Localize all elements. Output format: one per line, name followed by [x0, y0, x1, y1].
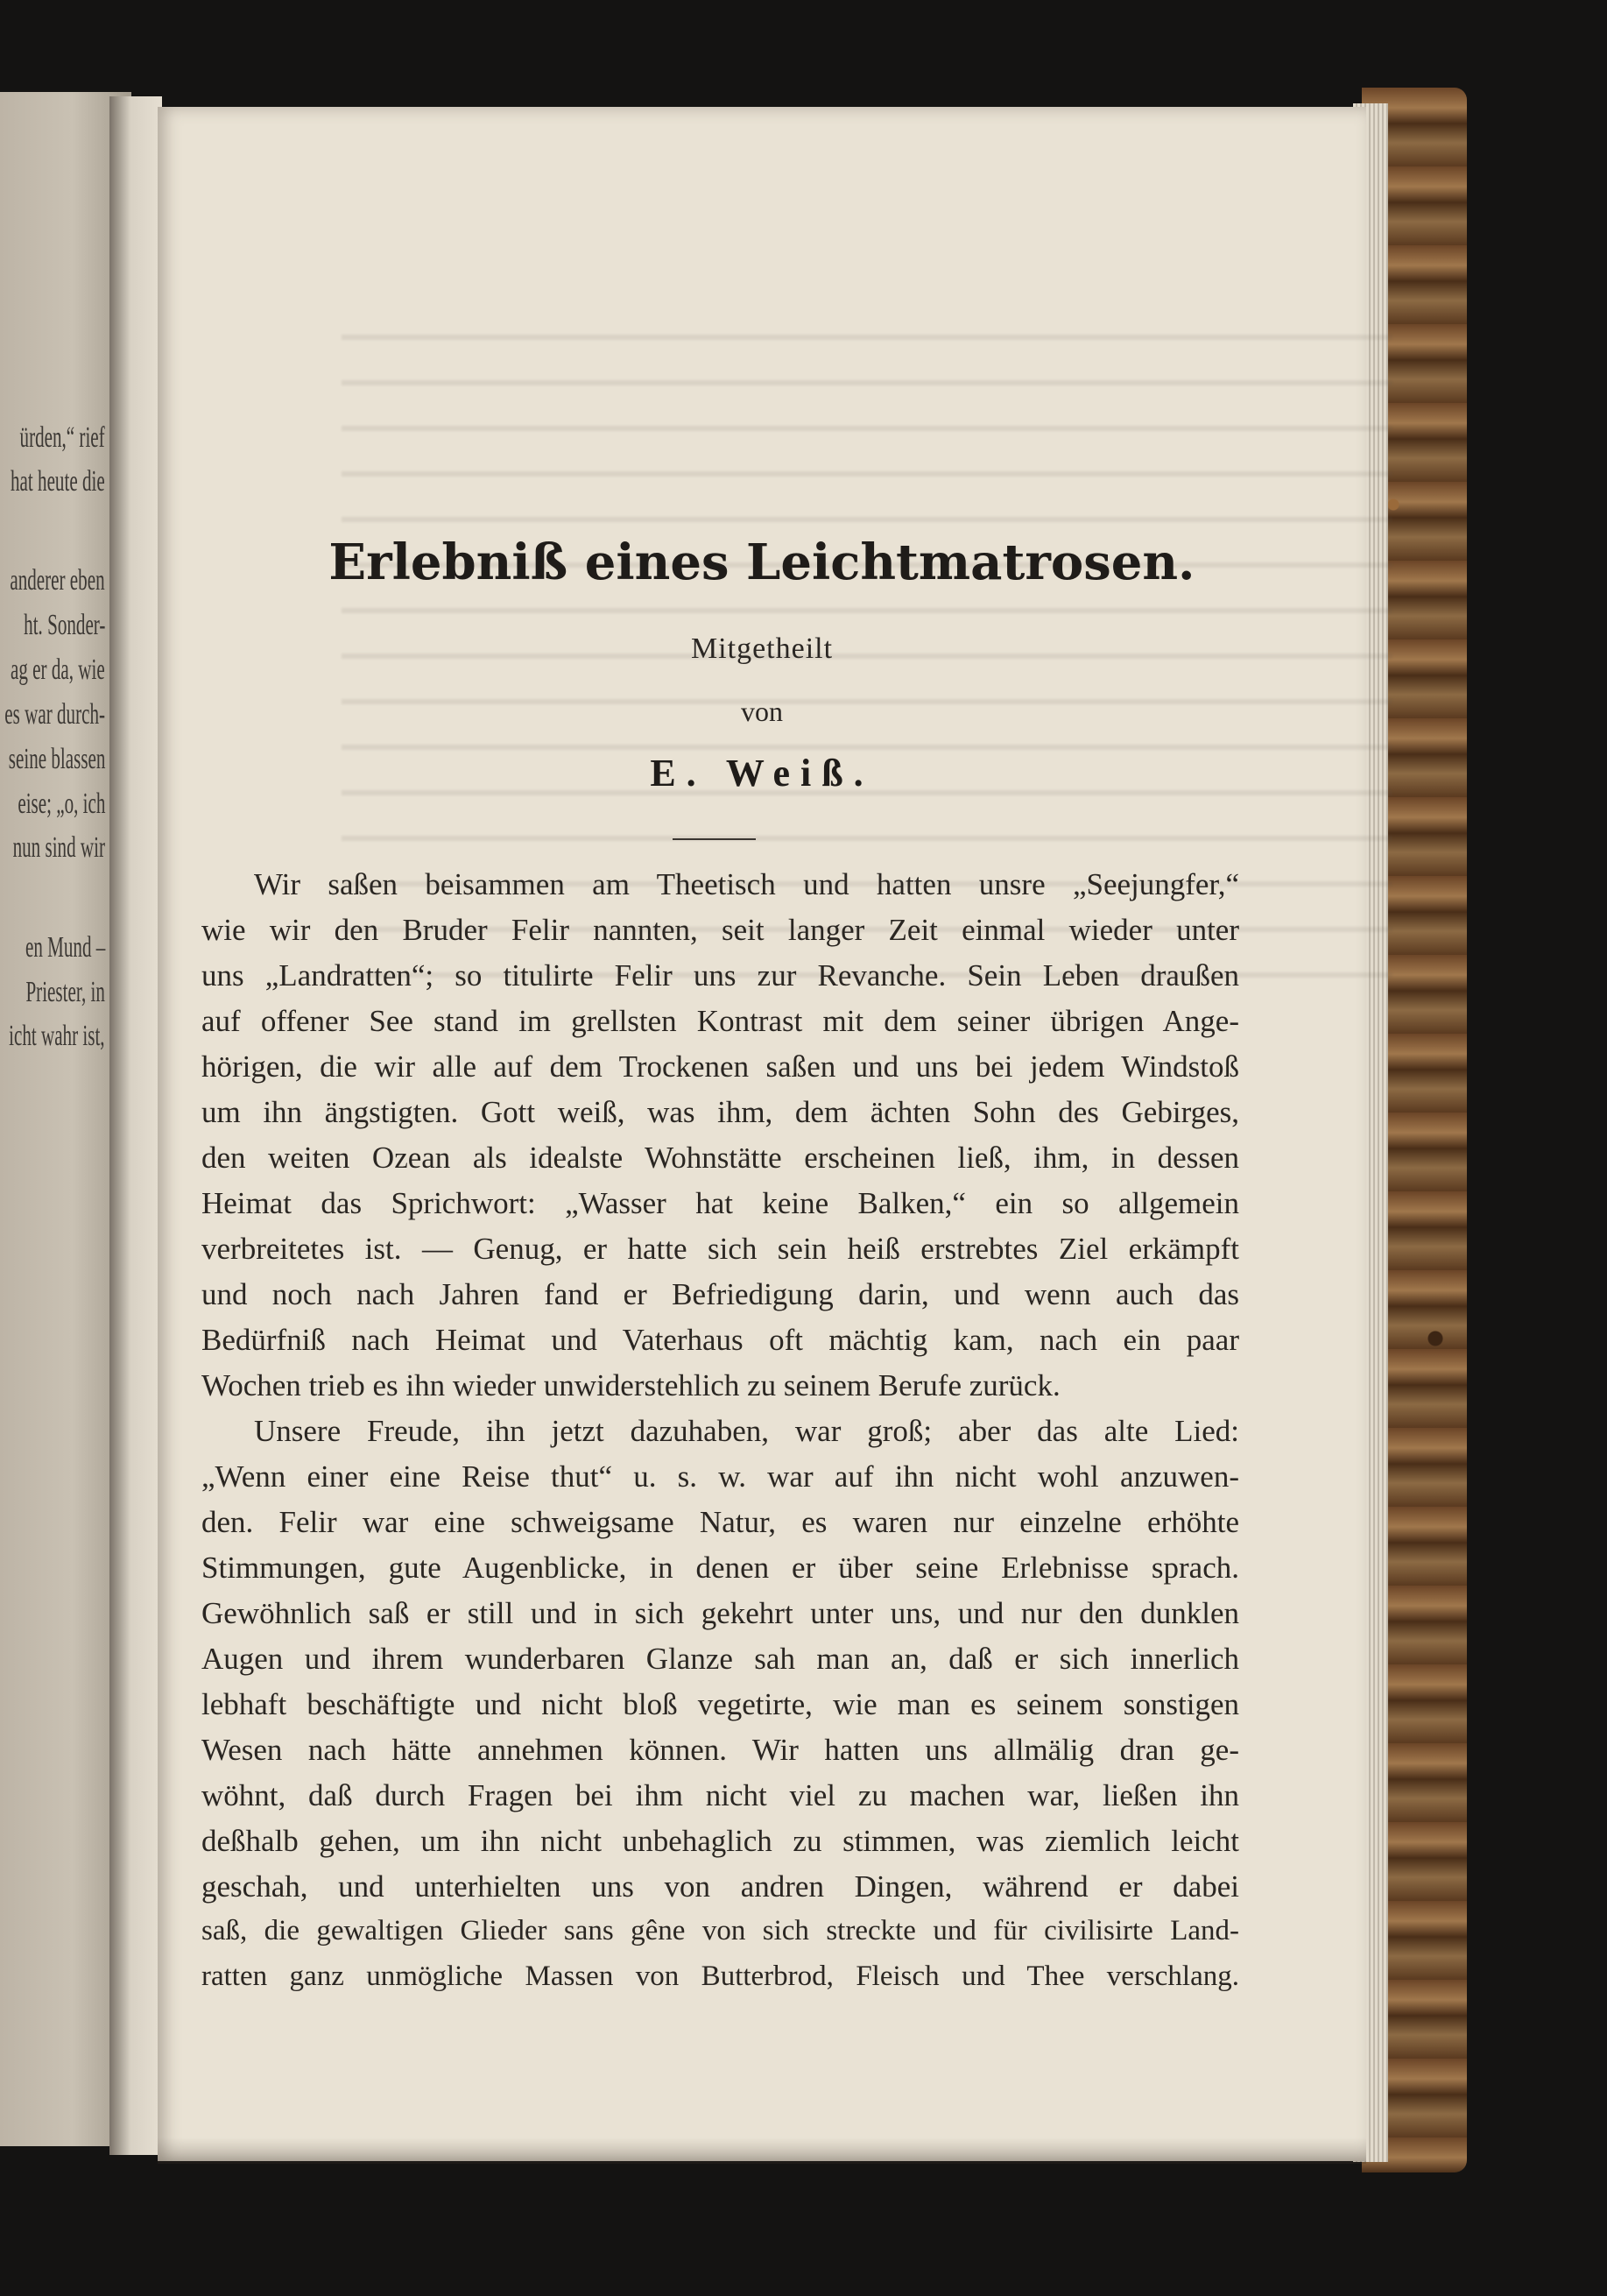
text-line: hörigen, die wir alle auf dem Trockenen saßen und uns bei jedem Windstoß	[201, 1049, 1239, 1084]
text-line: Gewöhnlich saß er still und in sich gekehrt unter uns, und nur den dunklen	[201, 1596, 1239, 1630]
page-bottom-shadow	[158, 2137, 1366, 2164]
author-name: E. Weiß.	[650, 752, 874, 795]
chapter-title: Erlebniß eines Leichtmatrosen.	[328, 533, 1195, 591]
subtitle-communicated: Mitgetheilt	[690, 632, 834, 665]
text-line: saß, die gewaltigen Glieder sans gêne von sich streckte und für civilisirte Land-	[201, 1915, 1239, 1946]
text-line: wöhnt, daß durch Fragen bei ihm nicht viel zu machen war, ließen ihn	[201, 1778, 1239, 1812]
text-line: uns „Landratten“; so titulirte Felir uns zur Revanche. Sein Leben draußen	[201, 958, 1239, 993]
text-line: deßhalb gehen, um ihn nicht unbehaglich zu stimmen, was ziemlich leicht	[201, 1824, 1239, 1858]
previous-page-line: eise; „o, ich	[17, 788, 105, 820]
previous-page-line: Priester, in	[25, 976, 105, 1008]
previous-page-line: seine blassen	[8, 743, 105, 775]
text-line: und noch nach Jahren fand er Befriedigung darin, und wenn auch das	[201, 1277, 1239, 1311]
text-line: verbreitetes ist. — Genug, er hatte sich sein heiß erstrebtes Ziel erkämpft	[201, 1232, 1239, 1266]
text-line: „Wenn einer eine Reise thut“ u. s. w. war auf ihn nicht wohl anzuwen-	[201, 1459, 1239, 1494]
text-line: Heimat das Sprichwort: „Wasser hat keine Balken,“ ein so allgemein	[201, 1186, 1239, 1220]
title-divider	[673, 838, 756, 840]
text-line: um ihn ängstigten. Gott weiß, was ihm, dem ächten Sohn des Gebirges,	[201, 1095, 1239, 1129]
book-page	[158, 107, 1366, 2161]
text-line: geschah, und unterhielten uns von andren Dingen, während er dabei	[201, 1869, 1239, 1904]
text-line: Stimmungen, gute Augenblicke, in denen er über seine Erlebnisse sprach.	[201, 1551, 1239, 1585]
book-gutter	[109, 96, 162, 2155]
text-line: Unsere Freude, ihn jetzt dazuhaben, war groß; aber das alte Lied:	[254, 1414, 1239, 1448]
text-line: Wesen nach hätte annehmen können. Wir hatten uns allmälig dran ge-	[201, 1733, 1239, 1767]
previous-page-line: icht wahr ist,	[9, 1020, 105, 1052]
text-line: Wir saßen beisammen am Theetisch und hatten unsre „Seejungfer,“	[254, 867, 1239, 901]
previous-page-line: ag er da, wie	[11, 653, 105, 686]
text-line: auf offener See stand im grellsten Kontrast mit dem seiner übrigen Ange-	[201, 1004, 1239, 1038]
previous-page-line: hat heute die	[11, 465, 105, 498]
text-line: den. Felir war eine schweigsame Natur, es waren nur einzelne erhöhte	[201, 1505, 1239, 1539]
previous-page-line: nun sind wir	[12, 831, 105, 864]
text-line: ratten ganz unmögliche Massen von Butterbrod, Fleisch und Thee verschlang.	[201, 1960, 1239, 1992]
previous-page-line: ht. Sonder-	[23, 609, 105, 641]
previous-page-line: anderer eben	[10, 564, 105, 597]
text-line: Bedürfniß nach Heimat und Vaterhaus oft mächtig kam, nach ein paar	[201, 1323, 1239, 1357]
text-line: Augen und ihrem wunderbaren Glanze sah man an, daß er sich innerlich	[201, 1642, 1239, 1676]
previous-page-line: en Mund –	[25, 931, 105, 964]
previous-page-line: ürden,“ rief	[19, 421, 105, 454]
text-line: Wochen trieb es ihn wieder unwiderstehlich zu seinem Berufe zurück.	[201, 1368, 1061, 1402]
text-line: den weiten Ozean als idealste Wohnstätte erscheinen ließ, ihm, in dessen	[201, 1141, 1239, 1175]
text-line: wie wir den Bruder Felir nannten, seit langer Zeit einmal wieder unter	[201, 913, 1239, 947]
subtitle-by: von	[741, 696, 783, 727]
text-line: lebhaft beschäftigte und nicht bloß vegetirte, wie man es seinem sonstigen	[201, 1687, 1239, 1721]
previous-page-line: es war durch-	[4, 698, 105, 731]
